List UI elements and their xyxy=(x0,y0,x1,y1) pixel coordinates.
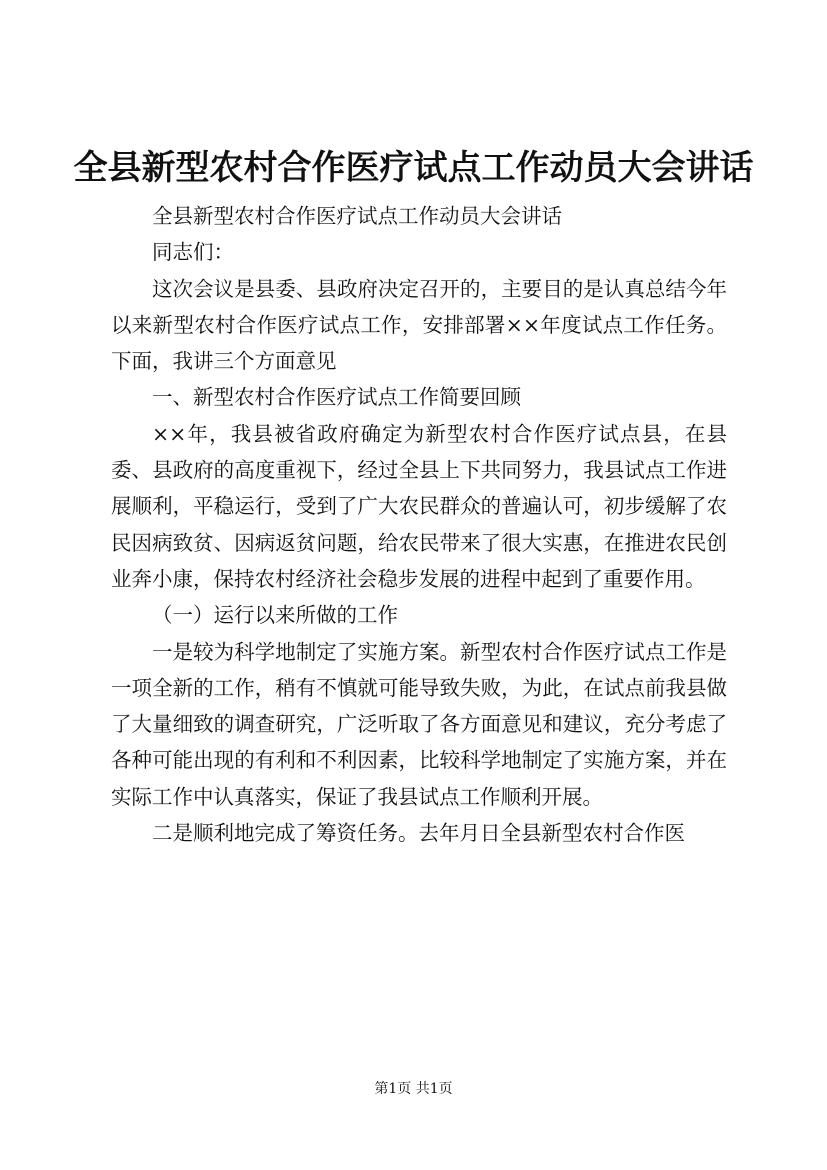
section-heading: 一、新型农村合作医疗试点工作简要回顾 xyxy=(152,385,521,410)
document-title: 全县新型农村合作医疗试点工作动员大会讲话 xyxy=(73,148,754,188)
point-two-paragraph: 二是顺利地完成了筹资任务。去年月日全县新型农村合作医 xyxy=(152,821,685,846)
subsection-heading: （一）运行以来所做的工作 xyxy=(152,603,398,628)
intro-paragraph: 这次会议是县委、县政府决定召开的，主要目的是认真总结今年以来新型农村合作医疗试点工作，安排部署××年度试点工作任务。下面，我讲三个方面意见 xyxy=(111,276,727,374)
point-one-paragraph: 一是较为科学地制定了实施方案。新型农村合作医疗试点工作是一项全新的工作，稍有不慎就可能导致失败，为此，在试点前我县做了大量细致的调查研究，广泛听取了各方面意见和建议，充分考虑了各种可能出现的有利和不利因素，比较科学地制定了实施方案，并在实际工作中认真落实，保证了我县试点工作顺利开展。 xyxy=(111,639,727,809)
subtitle-paragraph: 全县新型农村合作医疗试点工作动员大会讲话 xyxy=(152,204,562,228)
page-number-footer: 第1页 共1页 xyxy=(374,1081,453,1097)
salutation-paragraph: 同志们： xyxy=(152,240,234,265)
document-body xyxy=(111,198,727,851)
review-paragraph: ××年，我县被省政府确定为新型农村合作医疗试点县，在县委、县政府的高度重视下，经过全县上下共同努力，我县试点工作进展顺利，平稳运行，受到了广大农民群众的普遍认可，初步缓解了农民因病致贫、因病返贫问题，给农民带来了很大实惠，在推进农民创业奔小康，保持农村经济社会稳步发展的进程中起到了重要作用。 xyxy=(111,421,727,591)
